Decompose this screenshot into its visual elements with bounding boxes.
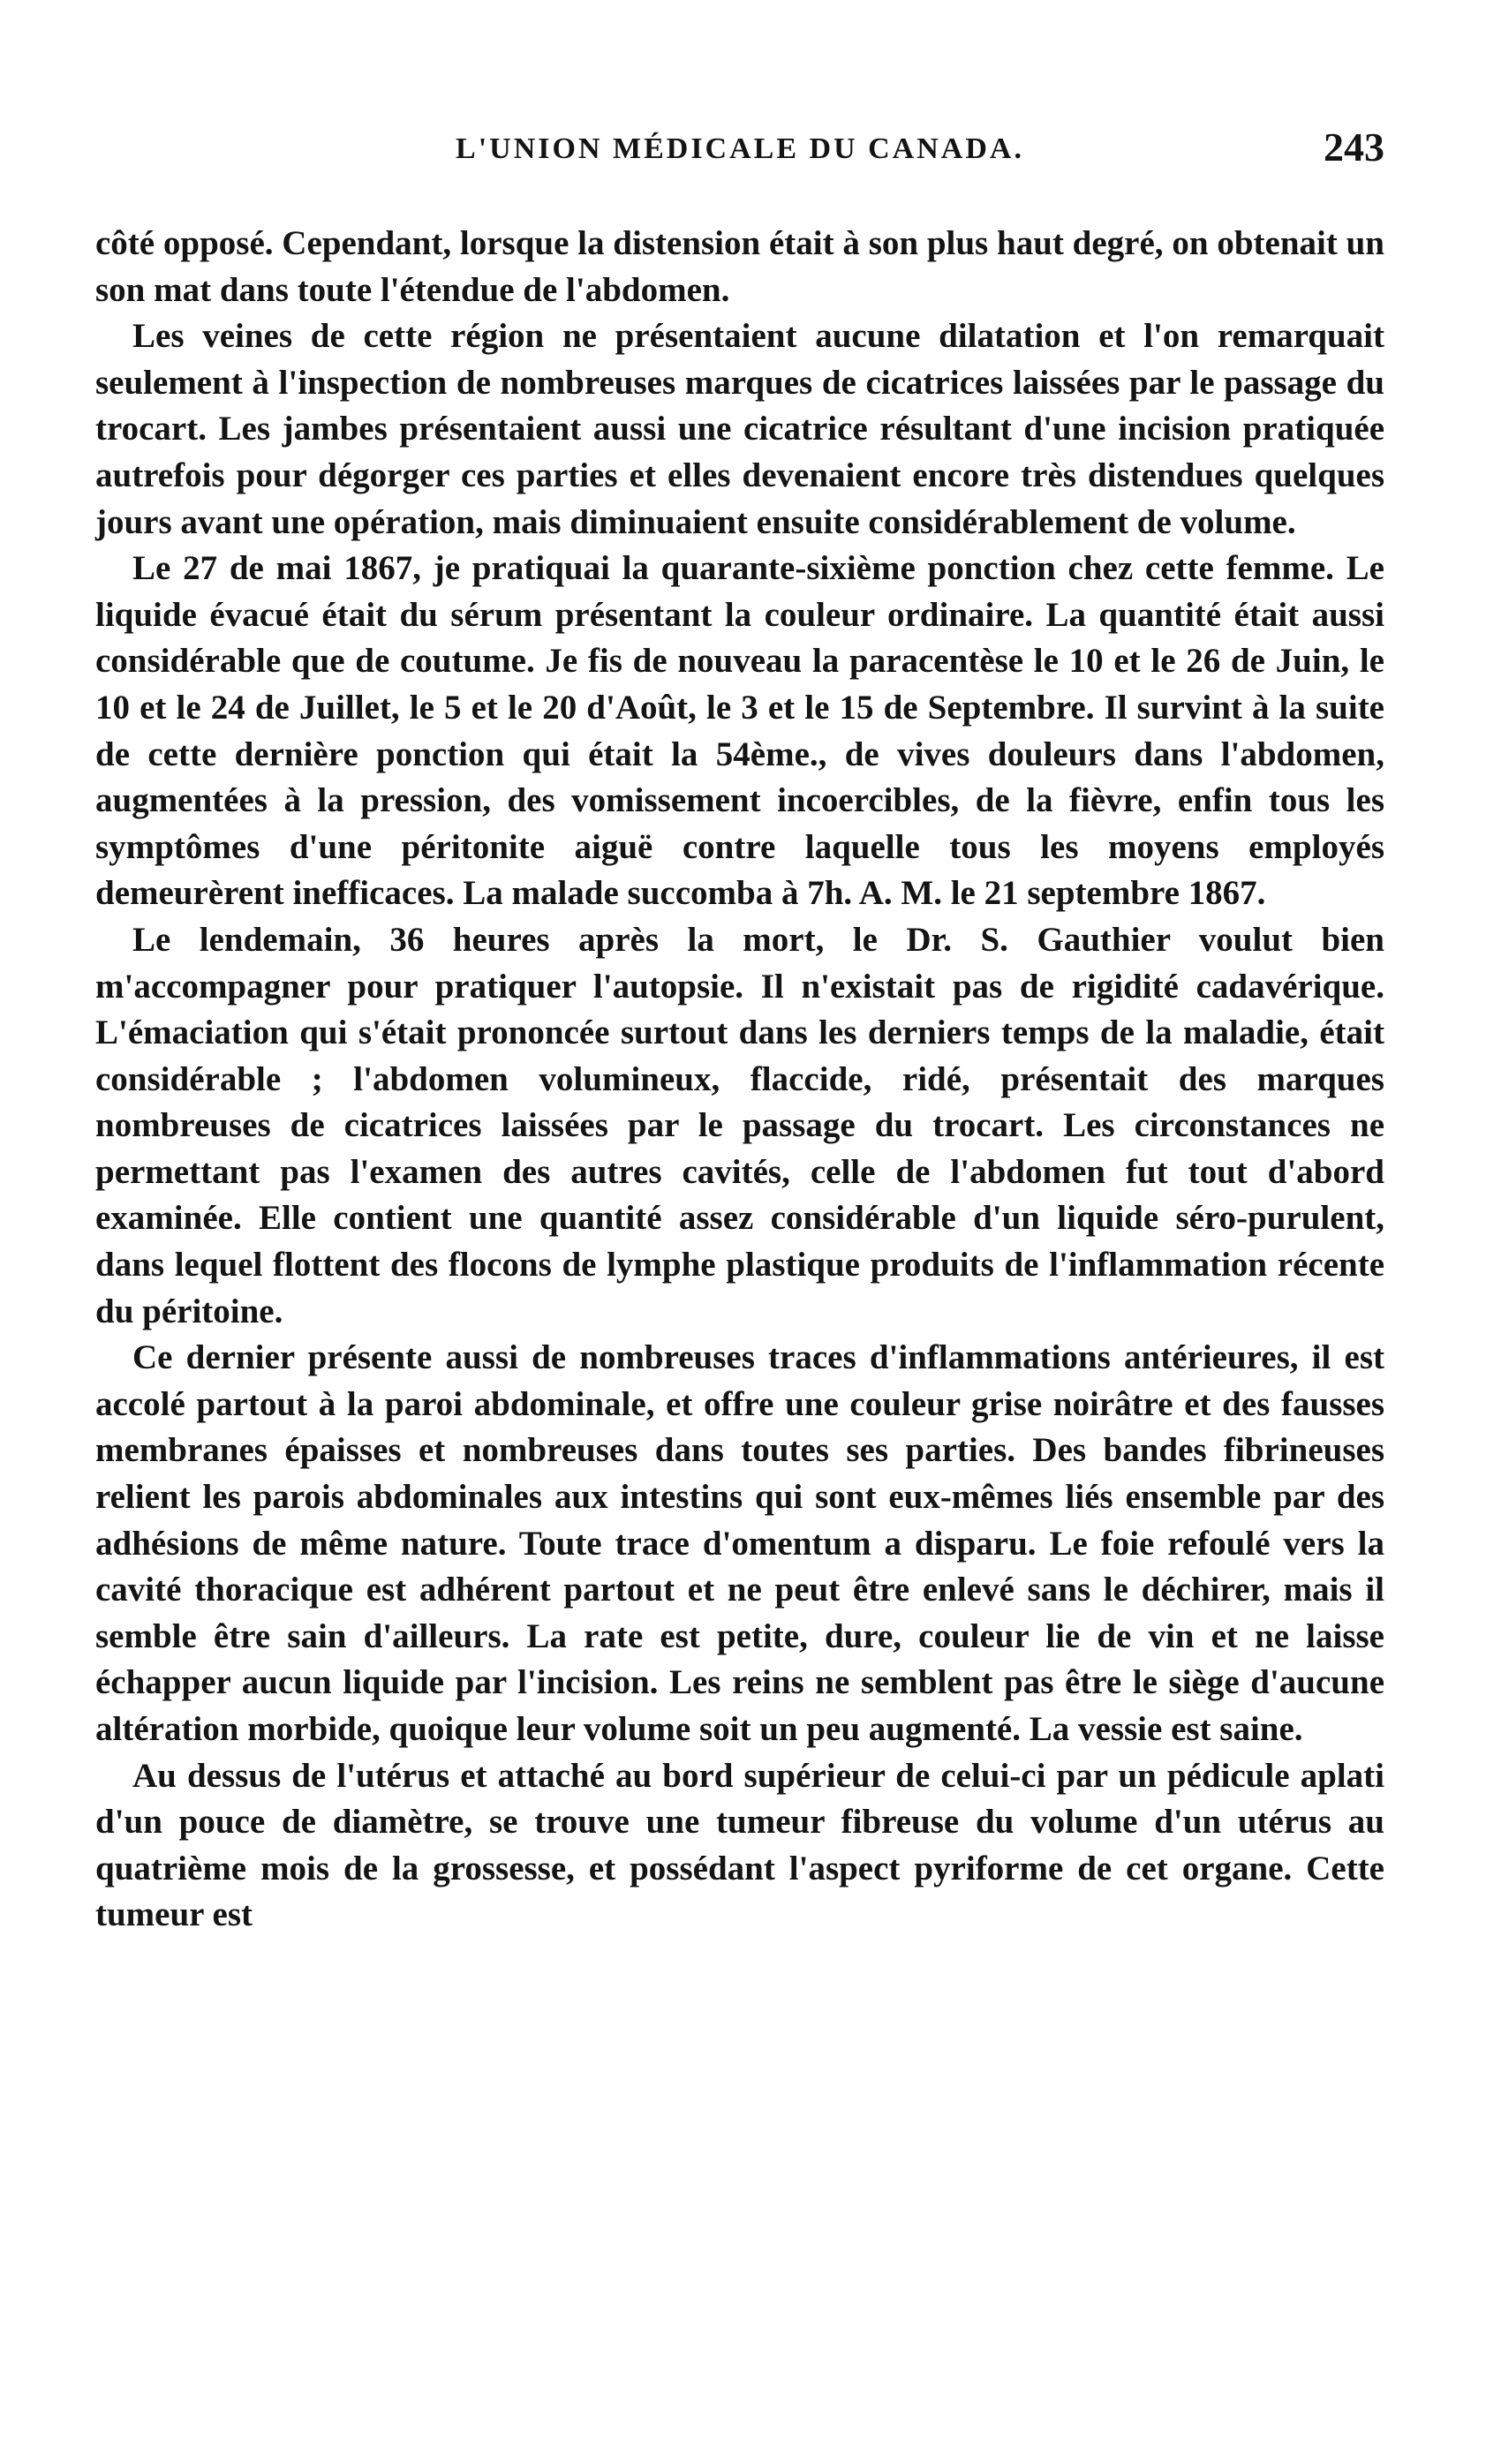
running-header [95, 124, 1384, 177]
paragraph-4: Le lendemain, 36 heures après la mort, le Dr. S. Gauthier voulut bien m'accompagner pour pratiquer l'autopsie. Il n'existait pas de rigidité cadavérique. L'émaciation qui s'était prononcée surtout dans les derniers temps de la maladie, était considérable ; l'abdomen volumineux, flaccide, ridé, présentait des marques nombreuses de cicatrices laissées par le passage du trocart. Les circonstances ne permettant pas l'examen des autres cavités, celle de l'abdomen fut tout d'abord examinée. Elle contient une quantité assez considérable d'un liquide séro-purulent, dans lequel flottent des flocons de lymphe plastique produits de l'inflammation récente du péritoine. [95, 920, 1384, 1330]
paragraph-2: Les veines de cette région ne présentaient aucune dilatation et l'on remarquait seulement à l'inspection de nombreuses marques de cicatrices laissées par le passage du trocart. Les jambes présentaient aussi une cicatrice résultant d'une incision pratiquée autrefois pour dégorger ces parties et elles devenaient encore très distendues quelques jours avant une opération, mais diminuaient ensuite considérablement de volume. [95, 317, 1384, 541]
page-number: 243 [1324, 124, 1384, 170]
page [95, 124, 1384, 1939]
paragraph-6: Au dessus de l'utérus et attaché au bord supérieur de celui-ci par un pédicule aplati d'un pouce de diamètre, se trouve une tumeur fibreuse du volume d'un utérus au quatrième mois de la grossesse, et possédant l'aspect pyriforme de cet organe. Cette tumeur est [95, 1756, 1384, 1934]
paragraph-1: côté opposé. Cependant, lorsque la distension était à son plus haut degré, on obtenait un son mat dans toute l'étendue de l'abdomen. [95, 224, 1384, 309]
paragraph-3: Le 27 de mai 1867, je pratiquai la quarante-sixième ponction chez cette femme. Le liquide évacué était du sérum présentant la couleur ordinaire. La quantité était aussi considérable que de coutume. Je fis de nouveau la paracentèse le 10 et le 26 de Juin, le 10 et le 24 de Juillet, le 5 et le 20 d'Août, le 3 et le 15 de Septembre. Il survint à la suite de cette dernière ponction qui était la 54ème., de vives douleurs dans l'abdomen, augmentées à la pression, des vomissement incoercibles, de la fièvre, enfin tous les symptômes d'une péritonite aiguë contre laquelle tous les moyens employés demeurèrent inefficaces. La malade succomba à 7h. A. M. le 21 septembre 1867. [95, 549, 1384, 913]
body-text [95, 221, 1384, 1939]
paragraph-5: Ce dernier présente aussi de nombreuses traces d'inflammations antérieures, il est accolé partout à la paroi abdominale, et offre une couleur grise noirâtre et des fausses membranes épaisses et nombreuses dans toutes ses parties. Des bandes fibrineuses relient les parois abdominales aux intestins qui sont eux-mêmes liés ensemble par des adhésions de même nature. Toute trace d'omentum a disparu. Le foie refoulé vers la cavité thoracique est adhérent partout et ne peut être enlevé sans le déchirer, mais il semble être sain d'ailleurs. La rate est petite, dure, couleur lie de vin et ne laisse échapper aucun liquide par l'incision. Les reins ne semblent pas être le siège d'aucune altération morbide, quoique leur volume soit un peu augmenté. La vessie est saine. [95, 1338, 1384, 1748]
running-title: L'UNION MÉDICALE DU CANADA. [456, 132, 1024, 165]
